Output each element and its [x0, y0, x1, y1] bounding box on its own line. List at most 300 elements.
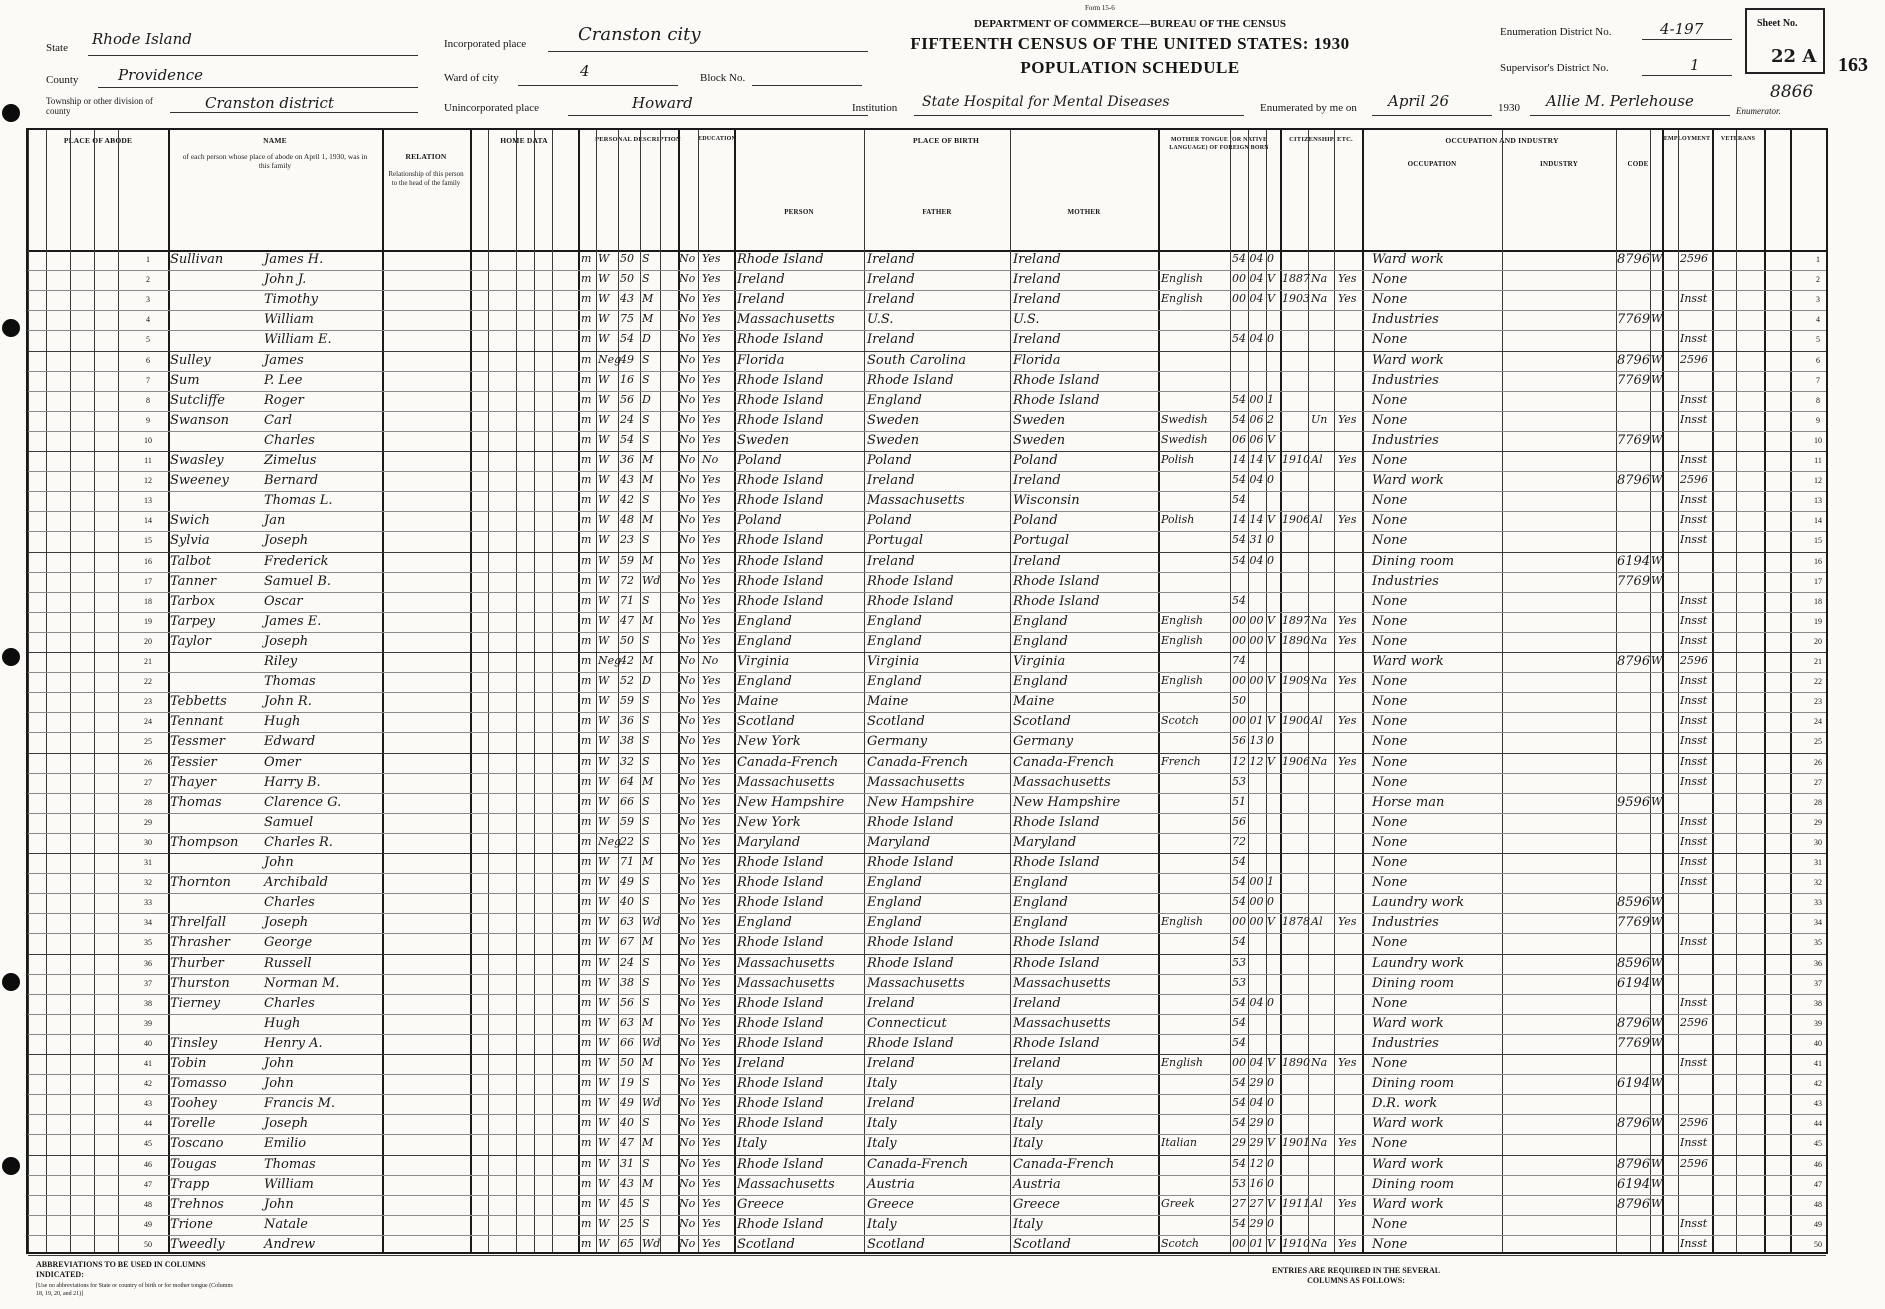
- cell-race: Neg: [598, 352, 622, 366]
- cell-father-birthplace: U.S.: [867, 312, 894, 328]
- cell-name-surname: Tweedly: [170, 1236, 225, 1252]
- cell-race: W: [598, 814, 610, 828]
- cell-sex: m: [581, 975, 592, 989]
- cell-name-surname: Sulley: [170, 352, 211, 368]
- cell-literacy: Yes: [702, 533, 721, 547]
- cell-age: 50: [620, 1056, 634, 1069]
- row-number: 42: [144, 1079, 152, 1089]
- cell-birth-code: 50: [1232, 694, 1246, 708]
- cell-sex: m: [581, 1176, 592, 1190]
- cell-sex: m: [581, 1015, 592, 1029]
- row-number: 11: [1814, 456, 1822, 465]
- cell-school: No: [679, 1076, 696, 1090]
- cell-school: No: [679, 1116, 696, 1130]
- cell-school: No: [679, 513, 696, 527]
- cell-school: No: [679, 292, 696, 306]
- cell-literacy: Yes: [702, 493, 721, 507]
- cell-class-of-worker: W: [1651, 654, 1663, 667]
- row-divider: [28, 290, 1826, 291]
- cell-age: 36: [620, 714, 634, 728]
- abbrev-note: [Use no abbreviations for State or country of birth or for mother tongue (Columns 18, 19, 20, and 21)]: [36, 1283, 233, 1297]
- row-number: 9: [1816, 415, 1820, 425]
- subhead-code: CODE: [1627, 160, 1649, 168]
- row-number: 16: [144, 556, 152, 566]
- cell-immigration-year: 1909: [1282, 674, 1310, 688]
- cell-school: No: [679, 1216, 696, 1230]
- cell-age: 50: [620, 252, 634, 265]
- cell-literacy: Yes: [702, 573, 721, 587]
- cell-birthplace: Rhode Island: [737, 1096, 824, 1112]
- cell-name-given: William: [264, 312, 314, 328]
- row-divider: [28, 652, 1826, 653]
- cell-age: 71: [620, 855, 634, 868]
- cell-birthplace: Rhode Island: [737, 573, 824, 589]
- cell-mother-birthplace: Sweden: [1013, 432, 1066, 448]
- cell-occupation-code: 8796: [1617, 1156, 1651, 1172]
- cell-mother-birthplace: Rhode Island: [1013, 855, 1100, 870]
- row-number: 7: [146, 375, 150, 385]
- row-number: 20: [1814, 636, 1822, 646]
- cell-name-given: Archibald: [264, 875, 328, 891]
- cell-name-given: Joseph: [264, 533, 309, 549]
- cell-name-given: Joseph: [264, 633, 309, 649]
- group-personal: PERSONAL DESCRIPTION: [595, 136, 681, 143]
- cell-occupation-code: 7769: [1617, 312, 1651, 328]
- row-number: 49: [144, 1219, 152, 1229]
- cell-father-birthplace: Portugal: [867, 533, 924, 549]
- cell-age: 42: [620, 493, 634, 507]
- cell-age: 50: [620, 633, 634, 647]
- cell-father-birthplace: Maine: [867, 694, 909, 710]
- cell-father-birthplace: Ireland: [867, 272, 915, 288]
- cell-mother-birthplace: Canada-French: [1013, 754, 1115, 770]
- cell-mother-birthplace: Ireland: [1013, 272, 1061, 288]
- cell-birth-code: 54: [1232, 593, 1246, 607]
- cell-race: W: [598, 1116, 610, 1130]
- cell-name-surname: Sum: [170, 372, 200, 388]
- cell-birth-code: 00 00 V: [1232, 915, 1275, 929]
- cell-age: 56: [620, 995, 634, 1009]
- cell-father-birthplace: Ireland: [867, 332, 915, 348]
- cell-race: W: [598, 995, 610, 1009]
- cell-school: No: [679, 1236, 696, 1250]
- cell-birth-code: 14 14 V: [1232, 453, 1275, 466]
- cell-name-surname: Sutcliffe: [170, 392, 226, 408]
- cell-employment: Insst: [1680, 613, 1708, 627]
- cell-age: 54: [620, 432, 634, 446]
- cell-name-surname: Tarbox: [170, 593, 216, 609]
- cell-employment: Insst: [1680, 774, 1708, 788]
- cell-mother-tongue: Polish: [1161, 453, 1195, 466]
- form-footer: [26, 1256, 1828, 1308]
- punch-hole: [2, 648, 20, 666]
- enumerator-name: Allie M. Perlehouse: [1546, 92, 1694, 110]
- cell-name-given: Zimelus: [264, 453, 317, 468]
- row-number: 47: [1814, 1179, 1822, 1189]
- row-divider: [28, 310, 1826, 311]
- column-divider: [618, 130, 619, 1252]
- row-number: 28: [1814, 797, 1822, 807]
- cell-father-birthplace: Rhode Island: [867, 573, 954, 589]
- cell-literacy: Yes: [702, 1015, 721, 1029]
- cell-name-given: Joseph: [264, 1116, 309, 1132]
- cell-father-birthplace: Rhode Island: [867, 955, 954, 971]
- cell-race: W: [598, 593, 610, 607]
- cell-school: No: [679, 875, 696, 889]
- cell-occupation: Laundry work: [1372, 955, 1465, 971]
- cell-mother-tongue: French: [1161, 754, 1201, 768]
- cell-employment: Insst: [1680, 392, 1708, 406]
- enumerator-label: Enumerator.: [1736, 106, 1781, 116]
- cell-race: W: [598, 332, 610, 346]
- cell-occupation: None: [1372, 493, 1408, 509]
- cell-sex: m: [581, 613, 592, 627]
- row-number: 46: [1814, 1159, 1822, 1169]
- cell-school: No: [679, 633, 696, 647]
- cell-birth-code: 54: [1232, 493, 1246, 507]
- cell-race: W: [598, 674, 610, 688]
- cell-school: No: [679, 412, 696, 426]
- cell-name-given: John: [264, 1076, 294, 1092]
- census-title: FIFTEENTH CENSUS OF THE UNITED STATES: 1930: [910, 34, 1350, 53]
- cell-naturalization: Na: [1311, 1136, 1328, 1150]
- cell-occupation: Ward work: [1372, 352, 1444, 368]
- cell-occupation-code: 8596: [1617, 895, 1651, 911]
- cell-birth-code: 53: [1232, 774, 1246, 788]
- cell-birth-code: 56 13 0: [1232, 734, 1274, 748]
- cell-name-surname: Swasley: [170, 453, 224, 468]
- row-number: 17: [144, 576, 152, 586]
- cell-race: W: [598, 633, 610, 647]
- cell-race: W: [598, 553, 610, 567]
- cell-marital: S: [642, 432, 650, 446]
- cell-marital: S: [642, 593, 650, 607]
- cell-age: 49: [620, 352, 634, 366]
- cell-occupation: None: [1372, 1136, 1408, 1152]
- cell-birth-code: 12 12 V: [1232, 754, 1275, 768]
- row-number: 33: [144, 898, 152, 908]
- column-divider: [660, 130, 661, 1252]
- cell-sex: m: [581, 412, 592, 426]
- cell-school: No: [679, 774, 696, 788]
- row-number: 41: [1814, 1059, 1822, 1068]
- row-divider: [28, 491, 1826, 492]
- cell-birthplace: Poland: [737, 453, 782, 468]
- cell-school: No: [679, 312, 696, 326]
- cell-birthplace: Rhode Island: [737, 392, 824, 408]
- cell-name-surname: Thurber: [170, 955, 224, 971]
- cell-father-birthplace: Germany: [867, 734, 928, 750]
- row-number: 38: [1814, 998, 1822, 1008]
- row-divider: [28, 1175, 1826, 1176]
- row-divider: [28, 1094, 1826, 1095]
- cell-school: No: [679, 372, 696, 386]
- column-divider: [1790, 130, 1792, 1252]
- cell-name-given: Jan: [264, 513, 286, 529]
- cell-marital: M: [642, 1056, 654, 1069]
- cell-father-birthplace: Poland: [867, 453, 912, 468]
- cell-birth-code: 27 27 V: [1232, 1196, 1275, 1210]
- cell-marital: S: [642, 814, 650, 828]
- cell-father-birthplace: Massachusetts: [867, 774, 965, 790]
- cell-name-given: Thomas L.: [264, 493, 333, 509]
- cell-name-surname: Thornton: [170, 875, 231, 891]
- cell-race: W: [598, 412, 610, 426]
- cell-mother-birthplace: Italy: [1013, 1076, 1043, 1092]
- cell-employment: Insst: [1680, 734, 1708, 748]
- cell-birth-code: 54: [1232, 935, 1246, 949]
- cell-literacy: Yes: [702, 412, 721, 426]
- row-number: 12: [144, 476, 152, 486]
- cell-mother-tongue: English: [1161, 674, 1203, 688]
- cell-birthplace: Canada-French: [737, 754, 839, 770]
- cell-race: W: [598, 1096, 610, 1110]
- cell-father-birthplace: Massachusetts: [867, 975, 965, 991]
- cell-sex: m: [581, 573, 592, 587]
- group-citizenship: CITIZENSHIP, ETC.: [1289, 136, 1353, 143]
- cell-occupation: Laundry work: [1372, 895, 1465, 911]
- cell-class-of-worker: W: [1651, 553, 1663, 567]
- cell-employment: 2596: [1680, 252, 1708, 265]
- row-divider: [28, 732, 1826, 733]
- cell-marital: S: [642, 794, 650, 808]
- cell-literacy: Yes: [702, 1176, 721, 1190]
- cell-father-birthplace: Canada-French: [867, 754, 969, 770]
- cell-marital: Wd: [642, 915, 661, 929]
- cell-employment: Insst: [1680, 995, 1708, 1009]
- cell-school: No: [679, 613, 696, 627]
- cell-mother-birthplace: Rhode Island: [1013, 1035, 1100, 1051]
- department-title: DEPARTMENT OF COMMERCE—BUREAU OF THE CENSUS: [973, 18, 1287, 30]
- row-number: 40: [1814, 1038, 1822, 1048]
- cell-age: 43: [620, 292, 634, 306]
- column-divider: [382, 130, 384, 1252]
- row-divider: [28, 913, 1826, 914]
- cell-marital: S: [642, 895, 650, 909]
- cell-father-birthplace: Maryland: [867, 834, 931, 850]
- row-divider: [28, 672, 1826, 673]
- cell-name-surname: Talbot: [170, 553, 211, 569]
- column-divider: [94, 130, 95, 1252]
- cell-occupation: Industries: [1372, 915, 1439, 931]
- cell-name-given: P. Lee: [264, 372, 303, 388]
- cell-race: W: [598, 714, 610, 728]
- row-number: 23: [1814, 697, 1822, 707]
- row-divider: [28, 431, 1826, 432]
- cell-employment: Insst: [1680, 1236, 1708, 1250]
- cell-age: 38: [620, 734, 634, 748]
- cell-occupation-code: 6194: [1617, 1176, 1651, 1192]
- row-divider: [28, 612, 1826, 613]
- cell-name-given: William: [264, 1176, 314, 1192]
- row-number: 34: [144, 918, 152, 928]
- cell-naturalization: Na: [1311, 1056, 1328, 1069]
- cell-class-of-worker: W: [1651, 1196, 1663, 1210]
- cell-name-given: John J.: [264, 272, 307, 288]
- cell-father-birthplace: Ireland: [867, 1056, 915, 1071]
- row-divider: [28, 853, 1826, 854]
- cell-age: 40: [620, 1116, 634, 1130]
- cell-birthplace: Rhode Island: [737, 553, 824, 569]
- cell-age: 59: [620, 553, 634, 567]
- cell-race: W: [598, 895, 610, 909]
- cell-school: No: [679, 1035, 696, 1049]
- group-mother-tongue: MOTHER TONGUE (OR NATIVE LANGUAGE) OF FOREIGN BORN: [1169, 137, 1269, 151]
- cell-occupation: Industries: [1372, 432, 1439, 448]
- cell-sex: m: [581, 432, 592, 446]
- row-number: 8: [146, 395, 150, 405]
- cell-name-surname: Tennant: [170, 714, 224, 730]
- row-number: 41: [144, 1059, 152, 1068]
- cell-class-of-worker: W: [1651, 432, 1663, 446]
- cell-father-birthplace: England: [867, 875, 922, 891]
- cell-sex: m: [581, 855, 592, 868]
- cell-literacy: Yes: [702, 935, 721, 949]
- cell-occupation-code: 7769: [1617, 372, 1651, 388]
- cell-marital: S: [642, 1216, 650, 1230]
- row-divider: [28, 833, 1826, 834]
- cell-mother-birthplace: U.S.: [1013, 312, 1040, 328]
- cell-marital: M: [642, 855, 654, 868]
- cell-immigration-year: 1910: [1282, 1236, 1310, 1250]
- cell-age: 54: [620, 332, 634, 346]
- cell-literacy: Yes: [702, 1216, 721, 1230]
- institution-value: State Hospital for Mental Diseases: [922, 94, 1170, 110]
- row-divider: [28, 1034, 1826, 1035]
- cell-occupation: None: [1372, 694, 1408, 710]
- column-divider: [470, 130, 472, 1252]
- cell-birthplace: Poland: [737, 513, 782, 529]
- column-divider: [596, 130, 597, 1252]
- cell-school: No: [679, 432, 696, 446]
- row-number: 31: [144, 858, 152, 867]
- cell-occupation: None: [1372, 1056, 1408, 1071]
- cell-school: No: [679, 533, 696, 547]
- cell-occupation: None: [1372, 674, 1408, 690]
- cell-mother-tongue: Italian: [1161, 1136, 1198, 1150]
- cell-age: 43: [620, 473, 634, 487]
- cell-name-given: John: [264, 1196, 294, 1212]
- cell-name-given: James H.: [264, 252, 324, 267]
- cell-father-birthplace: England: [867, 392, 922, 408]
- cell-occupation: None: [1372, 392, 1408, 408]
- cell-sex: m: [581, 915, 592, 929]
- cell-father-birthplace: Massachusetts: [867, 493, 965, 509]
- cell-class-of-worker: W: [1651, 794, 1663, 808]
- cell-class-of-worker: W: [1651, 1116, 1663, 1130]
- cell-speaks-english: Yes: [1338, 513, 1357, 527]
- cell-mother-birthplace: Ireland: [1013, 1056, 1061, 1071]
- cell-birthplace: Rhode Island: [737, 412, 824, 428]
- cell-naturalization: Na: [1311, 292, 1328, 306]
- cell-occupation-code: 7769: [1617, 1035, 1651, 1051]
- cell-school: No: [679, 352, 696, 366]
- cell-mother-birthplace: Poland: [1013, 513, 1058, 529]
- cell-name-surname: Tinsley: [170, 1035, 218, 1051]
- cell-occupation-code: 7769: [1617, 432, 1651, 448]
- row-number: 9: [146, 415, 150, 425]
- cell-race: W: [598, 292, 610, 306]
- cell-employment: Insst: [1680, 754, 1708, 768]
- cell-literacy: Yes: [702, 553, 721, 567]
- cell-birth-code: 54: [1232, 1015, 1246, 1029]
- cell-immigration-year: 1910: [1282, 453, 1310, 466]
- cell-birthplace: Rhode Island: [737, 372, 824, 388]
- cell-race: W: [598, 1216, 610, 1230]
- row-number: 44: [144, 1119, 152, 1129]
- cell-birth-code: 00 04 V: [1232, 1056, 1275, 1069]
- row-number: 32: [144, 878, 152, 888]
- cell-birthplace: Massachusetts: [737, 975, 835, 991]
- cell-father-birthplace: Connecticut: [867, 1015, 947, 1031]
- row-number: 35: [144, 938, 152, 948]
- row-number: 49: [1814, 1219, 1822, 1229]
- cell-marital: Wd: [642, 1096, 661, 1110]
- cell-race: W: [598, 533, 610, 547]
- cell-father-birthplace: Sweden: [867, 412, 920, 428]
- cell-age: 59: [620, 814, 634, 828]
- cell-occupation: None: [1372, 774, 1408, 790]
- cell-birth-code: 54 31 0: [1232, 533, 1274, 547]
- cell-school: No: [679, 935, 696, 949]
- cell-age: 72: [620, 573, 634, 587]
- cell-name-given: Charles R.: [264, 834, 333, 850]
- subhead-father: FATHER: [922, 208, 952, 216]
- cell-class-of-worker: W: [1651, 372, 1663, 386]
- cell-birthplace: Ireland: [737, 292, 785, 308]
- cell-literacy: Yes: [702, 714, 721, 728]
- row-divider: [28, 1134, 1826, 1135]
- cell-race: W: [598, 1176, 610, 1190]
- cell-employment: Insst: [1680, 412, 1708, 426]
- cell-literacy: Yes: [702, 513, 721, 527]
- cell-literacy: Yes: [702, 1196, 721, 1210]
- cell-naturalization: Al: [1311, 513, 1323, 527]
- column-divider: [1334, 130, 1335, 1252]
- cell-employment: Insst: [1680, 493, 1708, 507]
- cell-birthplace: Rhode Island: [737, 473, 824, 489]
- sheet-value: 22 A: [1771, 46, 1817, 67]
- cell-age: 49: [620, 875, 634, 889]
- cell-sex: m: [581, 252, 592, 265]
- cell-mother-birthplace: Ireland: [1013, 332, 1061, 348]
- column-divider: [534, 130, 535, 1252]
- cell-literacy: Yes: [702, 1136, 721, 1150]
- cell-birth-code: 14 14 V: [1232, 513, 1275, 527]
- row-number: 14: [1814, 516, 1822, 526]
- cell-occupation: None: [1372, 834, 1408, 850]
- row-divider: [28, 1155, 1826, 1156]
- cell-sex: m: [581, 774, 592, 788]
- row-divider: [28, 813, 1826, 814]
- row-number: 14: [144, 516, 152, 526]
- column-divider: [864, 130, 865, 1252]
- cell-race: W: [598, 1196, 610, 1210]
- cell-age: 49: [620, 1096, 634, 1110]
- row-number: 33: [1814, 898, 1822, 908]
- row-number: 48: [1814, 1199, 1822, 1209]
- row-divider: [28, 994, 1826, 995]
- cell-birthplace: Rhode Island: [737, 493, 824, 509]
- cell-father-birthplace: Italy: [867, 1116, 897, 1132]
- cell-mother-birthplace: Austria: [1013, 1176, 1061, 1192]
- incorporated-label: Incorporated place: [444, 38, 527, 50]
- cell-school: No: [679, 1136, 696, 1150]
- subhead-occupation: OCCUPATION: [1407, 160, 1457, 168]
- row-number: 1: [146, 255, 150, 264]
- cell-school: No: [679, 915, 696, 929]
- group-relation: RELATION: [405, 152, 447, 161]
